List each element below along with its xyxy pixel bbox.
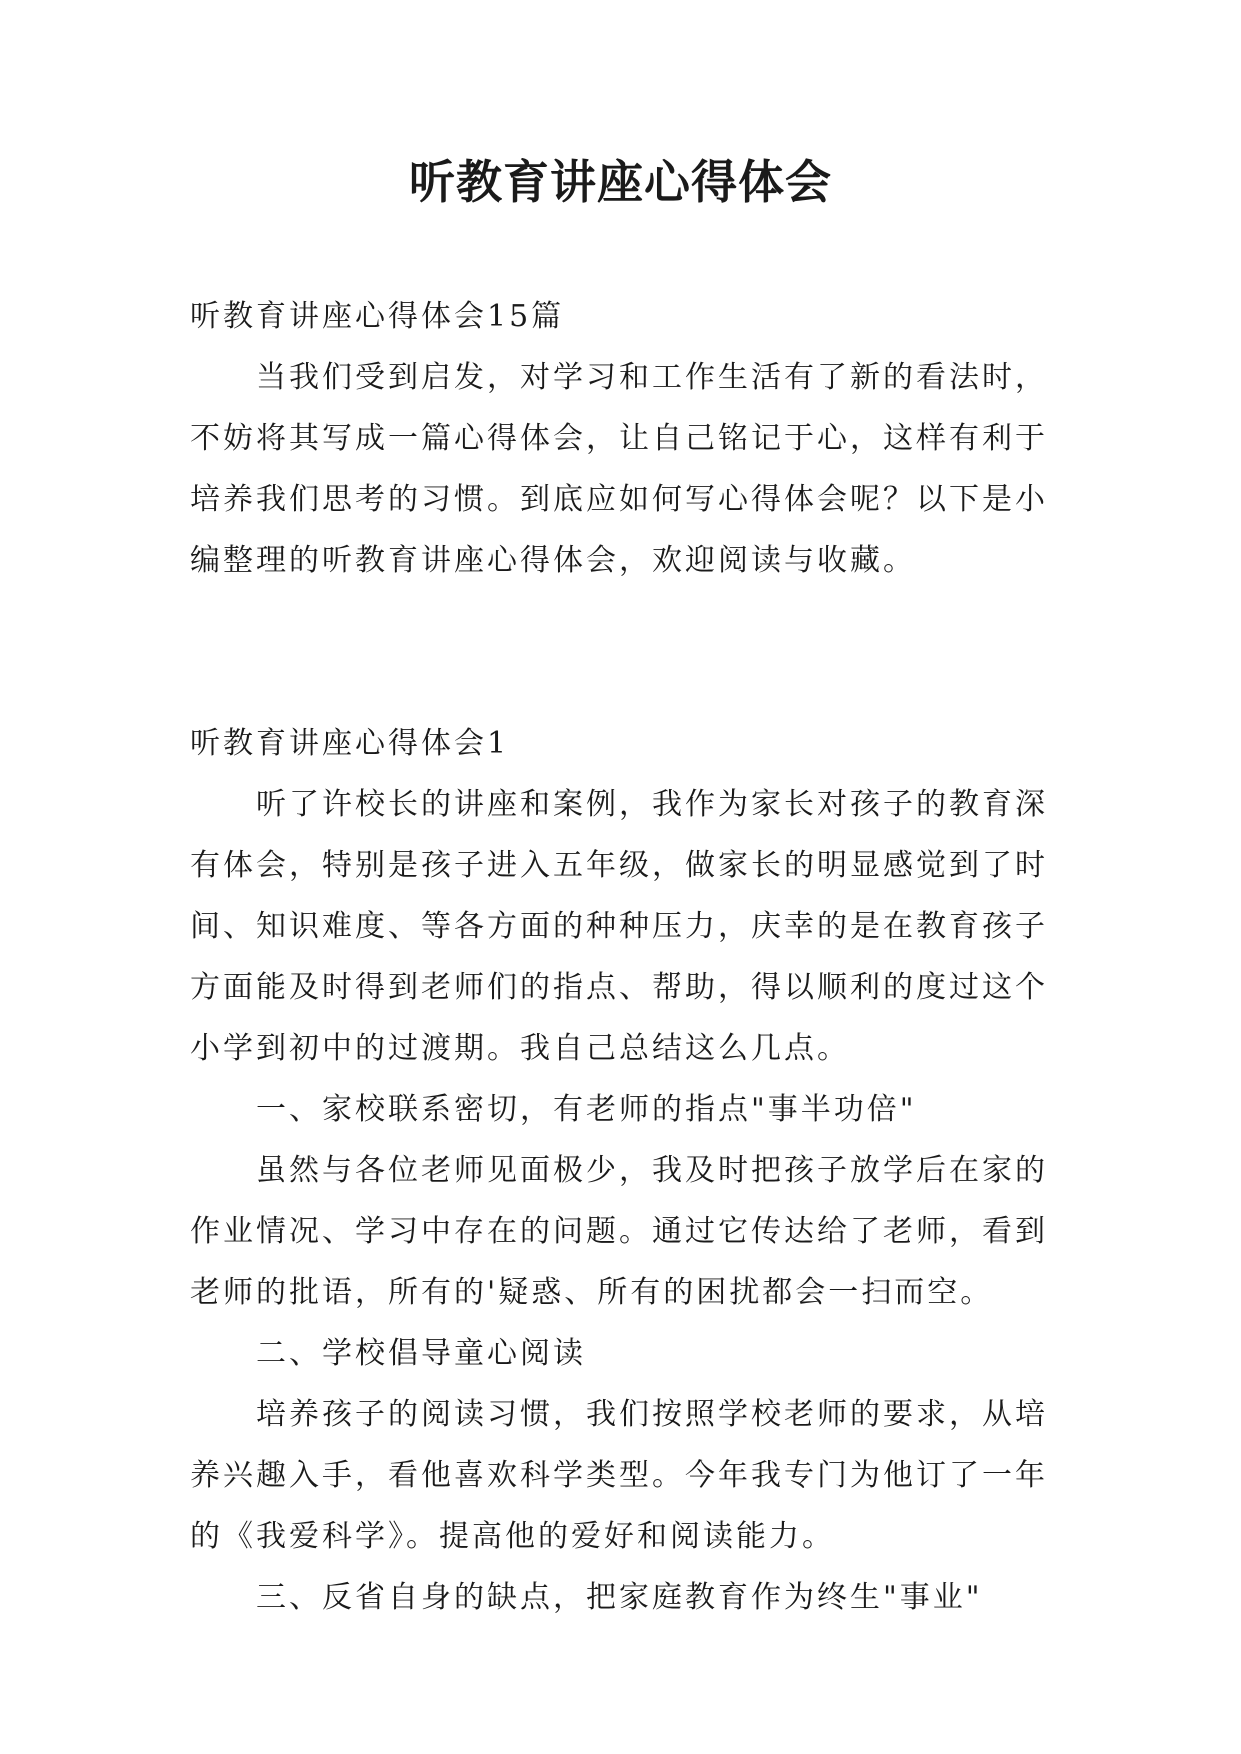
body-paragraph: 虽然与各位老师见面极少，我及时把孩子放学后在家的作业情况、学习中存在的问题。通过它传达给了老师，看到老师的批语，所有的'疑惑、所有的困扰都会一扫而空。 [190,1153,1048,1310]
body-paragraph: 培养孩子的阅读习惯，我们按照学校老师的要求，从培养兴趣入手，看他喜欢科学类型。今年我专门为他订了一年的《我爱科学》。提高他的爱好和阅读能力。 [190,1397,1048,1554]
section-spacer [190,591,1070,713]
document-subtitle: 听教育讲座心得体会15篇 [190,299,565,334]
body-paragraph: 听了许校长的讲座和案例，我作为家长对孩子的教育深有体会，特别是孩子进入五年级，做家长的明显感觉到了时间、知识难度、等各方面的种种压力，庆幸的是在教育孩子方面能及时得到老师们的指点、帮助，得以顺利的度过这个小学到初中的过渡期。我自己总结这么几点。 [190,787,1048,1066]
point-heading-1: 一、家校联系密切，有老师的指点"事半功倍" [256,1092,917,1127]
section-heading: 听教育讲座心得体会1 [190,726,510,761]
document-body [190,286,1070,1628]
intro-paragraph: 当我们受到启发，对学习和工作生活有了新的看法时，不妨将其写成一篇心得体会，让自己铭记于心，这样有利于培养我们思考的习惯。到底应如何写心得体会呢？以下是小编整理的听教育讲座心得体会，欢迎阅读与收藏。 [190,360,1048,578]
point-heading-2: 二、学校倡导童心阅读 [256,1336,586,1371]
document-title: 听教育讲座心得体会 [409,155,832,209]
point-heading-3: 三、反省自身的缺点，把家庭教育作为终生"事业" [256,1580,983,1615]
